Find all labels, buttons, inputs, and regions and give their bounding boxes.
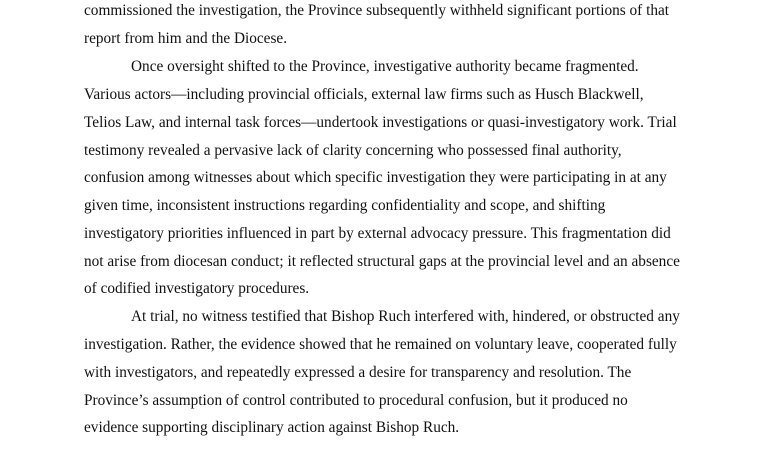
text-line: with investigators, and repeatedly expressed a desire for transparency and resolution. The <box>84 364 632 381</box>
text-line: of codified investigatory procedures. <box>84 280 310 297</box>
text-line: investigatory priorities influenced in part by external advocacy pressure. This fragmentation did <box>84 225 671 242</box>
text-line: Telios Law, and internal task forces—undertook investigations or quasi-investigatory work. Trial <box>84 114 677 131</box>
text-line: not arise from diocesan conduct; it reflected structural gaps at the provincial level and an absence <box>84 253 680 270</box>
text-line: Various actors—including provincial officials, external law firms such as Husch Blackwell, <box>84 86 644 103</box>
text-line: investigation. Rather, the evidence showed that he remained on voluntary leave, cooperated fully <box>84 336 677 353</box>
text-line: Once oversight shifted to the Province, investigative authority became fragmented. <box>131 58 639 75</box>
text-line: Province’s assumption of control contributed to procedural confusion, but it produced no <box>84 392 628 409</box>
text-line: confusion among witnesses about which specific investigation they were participating in at any <box>84 169 667 186</box>
text-line: evidence supporting disciplinary action against Bishop Ruch. <box>84 419 460 436</box>
text-line: At trial, no witness testified that Bishop Ruch interfered with, hindered, or obstructed any <box>131 308 680 325</box>
text-line: given time, inconsistent instructions regarding confidentiality and scope, and shifting <box>84 197 606 214</box>
text-line: commissioned the investigation, the Province subsequently withheld significant portions of that <box>84 2 670 19</box>
text-line: testimony revealed a pervasive lack of clarity concerning who possessed final authority, <box>84 142 622 159</box>
text-line: report from him and the Diocese. <box>84 30 288 47</box>
